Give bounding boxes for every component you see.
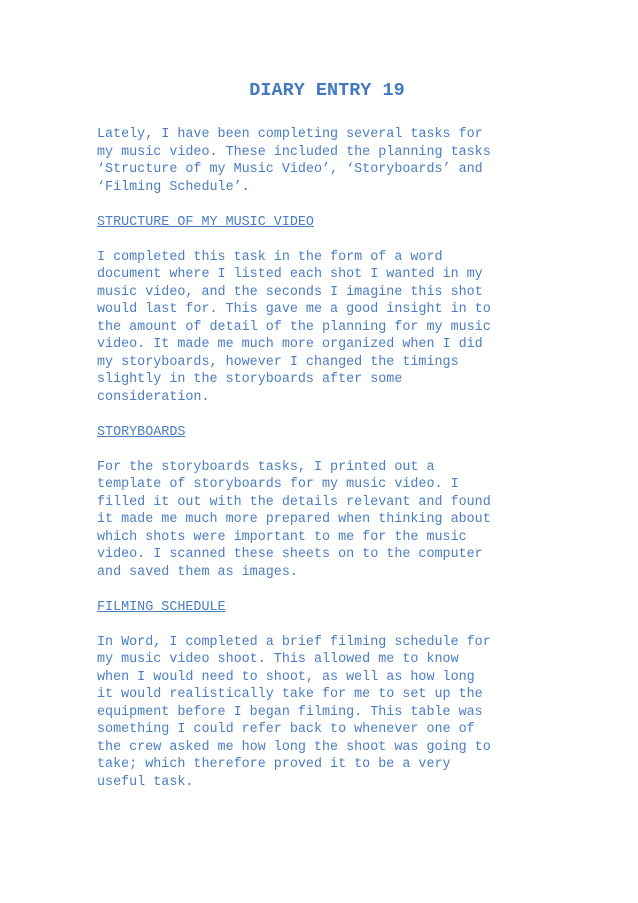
paragraph-line: useful task. xyxy=(97,774,194,790)
paragraph-line: video. It made me much more organized when I did xyxy=(97,337,483,352)
paragraph-line: For the storyboards tasks, I printed out a xyxy=(97,459,435,475)
paragraph-line: it made me much more prepared when thinking about xyxy=(97,512,491,527)
paragraph-line: Lately, I have been completing several tasks for xyxy=(97,127,483,142)
section-paragraph-structure xyxy=(97,249,557,407)
paragraph-line: my music video shoot. This allowed me to know xyxy=(97,652,459,667)
paragraph-line: document where I listed each shot I wanted in my xyxy=(97,267,483,282)
paragraph-line: template of storyboards for my music video. I xyxy=(97,477,459,492)
paragraph-line: my music video. These included the planning tasks xyxy=(97,144,491,160)
paragraph-line: it would realistically take for me to set up the xyxy=(97,687,483,702)
paragraph-line: ‘Filming Schedule’. xyxy=(97,179,250,195)
paragraph-line: filled it out with the details relevant and found xyxy=(97,494,491,510)
section-heading-filming-schedule: FILMING SCHEDULE xyxy=(97,599,226,615)
paragraph-line: I completed this task in the form of a word xyxy=(97,249,443,265)
paragraph-line: which shots were important to me for the music xyxy=(97,529,467,545)
page-title: DIARY ENTRY 19 xyxy=(249,80,405,101)
section-paragraph-storyboards xyxy=(97,459,557,582)
paragraph-line: the crew asked me how long the shoot was going to xyxy=(97,739,491,755)
paragraph-line: would last for. This gave me a good insight in to xyxy=(97,302,491,317)
document-body xyxy=(97,79,557,809)
paragraph-line: equipment before I began filming. This table was xyxy=(97,704,483,720)
section-paragraph-filming-schedule xyxy=(97,634,557,792)
paragraph-line: In Word, I completed a brief filming schedule for xyxy=(97,634,491,650)
paragraph-line: take; which therefore proved it to be a very xyxy=(97,757,451,772)
paragraph-line: ‘Structure of my Music Video’, ‘Storyboards’ and xyxy=(97,162,483,177)
paragraph-line: slightly in the storyboards after some xyxy=(97,372,403,387)
paragraph-line: and saved them as images. xyxy=(97,564,298,580)
paragraph-line: my storyboards, however I changed the timings xyxy=(97,354,459,370)
intro-paragraph xyxy=(97,126,557,196)
paragraph-line: when I would need to shoot, as well as how long xyxy=(97,669,475,685)
paragraph-line: video. I scanned these sheets on to the computer xyxy=(97,547,483,562)
section-heading-storyboards: STORYBOARDS xyxy=(97,424,186,440)
paragraph-line: music video, and the seconds I imagine this shot xyxy=(97,284,483,300)
paragraph-line: something I could refer back to whenever one of xyxy=(97,722,475,737)
paragraph-line: the amount of detail of the planning for my music xyxy=(97,319,491,335)
section-heading-structure: STRUCTURE OF MY MUSIC VIDEO xyxy=(97,214,314,230)
paragraph-line: consideration. xyxy=(97,389,210,405)
